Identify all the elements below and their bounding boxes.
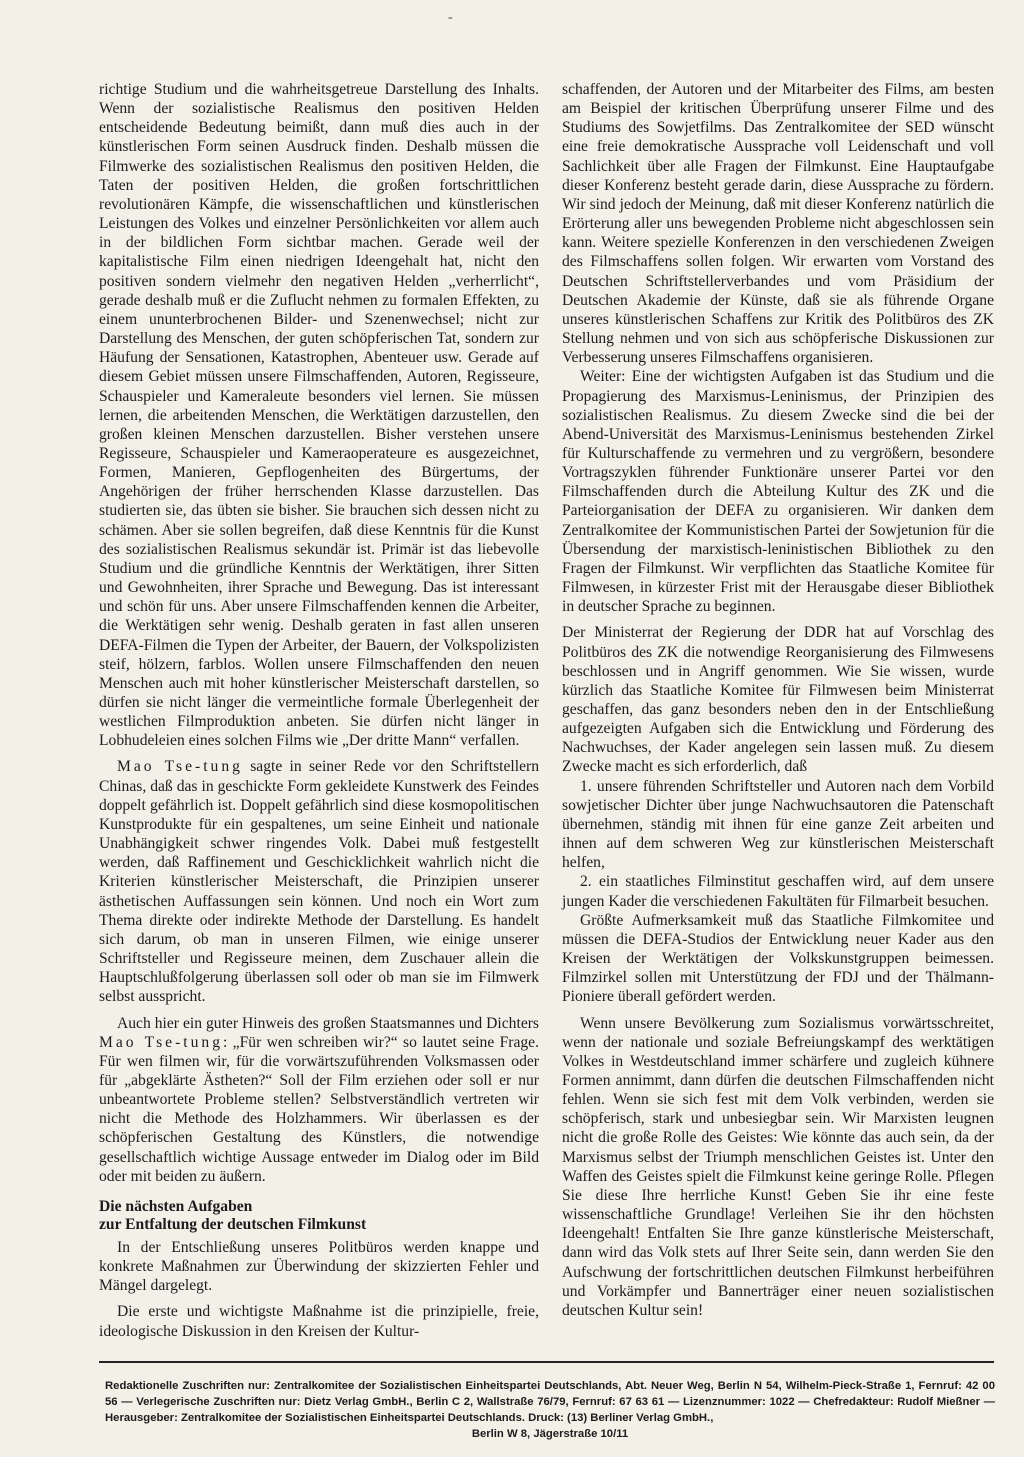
right-paragraph-3: Der Ministerrat der Regierung der DDR hat auf Vorschlag des Politbüros des ZK die notwendige Reorganisierung des Filmwesens beschlossen und in Angriff genommen. Wie Sie wissen, wurde kürzlich das Staatliche Komitee für Filmwesen beim Ministerrat geschaffen, das ganz besonders neben den in der Entschließung aufgezeigten Aufgaben sich die Entwicklung und Förderung des Nachwuchses, der Kader angelegen sein lassen muß. Zu diesem Zwecke macht es sich erforderlich, daß [562,624,994,776]
left-paragraph-4: In der Entschließung unseres Politbüros werden knappe und konkrete Maßnahmen zur Überwindung der skizzierten Fehler und Mängel dargelegt. [99,1238,539,1295]
section-heading-line-1: Die nächsten Aufgaben [99,1197,253,1215]
mao-name: Mao Tse-tung [99,1033,223,1051]
left-paragraph-1: richtige Studium und die wahrheitsgetreue Darstellung des Inhalts. Wenn der sozialistische Realismus den positiven Helden entscheidende Bedeutung beimißt, dann muß dies auch in der künstlerischen Form seinen Ausdruck finden. Deshalb müssen die Filmwerke des sozialistischen Realismus den positiven Helden, die Taten der positiven Helden, die großen fortschrittlichen revolutionären Kämpfe, die wissenschaftlichen und künstlerischen Leistungen des Volkes und einzelner Persönlichkeiten vor allem auch in der bildlichen Form sichtbar machen. Gerade weil der kapitalistische Film einen niedrigen Ideengehalt hat, nicht den positiven sondern vielmehr den negativen Helden „verherrlicht“, gerade deshalb muß er die Zuflucht nehmen zu formalen Effekten, zu einem ununterbrochenen Bilder- und Szenenwechsel; nicht zur Darstellung des Menschen, der guten schöpferischen Tat, sondern zur Häufung der Sensationen, Katastrophen, Abenteuer usw. Gerade auf diesem Gebiet müssen unsere Filmschaffenden, Autoren, Regisseure, Schauspieler und Kameraleute besonders viel lernen. Sie müssen lernen, die arbeitenden Menschen, die Werktätigen darzustellen, den großen kleinen Menschen darzustellen. Bisher verstehen unsere Regisseure, Schauspieler und Kameraoperateure es ausgezeichnet, Formen, Manieren, Gepflogenheiten des Bürgertums, der Angehörigen der früher herrschenden Klasse darzustellen. Das studierten sie, das übten sie bisher. Sie brauchen sich dessen nicht zu schämen. Aber sie sollen begreifen, daß diese Kenntnis für die Kunst des sozialistischen Realismus sekundär ist. Primär ist das liebevolle Studium und die gründliche Kenntnis der Werktätigen, ihrer Sitten und Gewohnheiten, ihrer Sprache und Bewegung. Das ist interessant und schön für uns. Aber unsere Filmschaffenden kennen die Arbeiter, die Werktätigen sehr wenig. Deshalb geraten in fast allen unseren DEFA-Filmen die Typen der Arbeiter, der Bauern, der Volkspolizisten steif, hölzern, farblos. Wollen unsere Filmschaffenden den neuen Menschen auch mit hoher künstlerischer Meisterschaft darstellen, so dürfen sie nicht länger die vermeintliche formale Überlegenheit der westlichen Filmproduktion anbeten. Sie dürfen nicht länger in Lobhudeleien eines solchen Films wie „Der dritte Mann“ verfallen. [99,81,539,750]
left-paragraph-3 [99,1014,539,1186]
imprint-text: Redaktionelle Zuschriften nur: Zentralkomitee der Sozialistischen Einheitspartei Deutschlands, Abt. Neuer Weg, Berlin N 54, Wilhelm-Pieck-Straße 1, Fernruf: 42 00 56 — Verlegerische Zuschriften nur: Dietz Verlag GmbH., Berlin C 2, Wallstraße 76/79, Fernruf: 67 63 61 — Lizenznummer: 1022 — Chefredakteur: Rudolf Mießner — Herausgeber: Zentralkomitee der Sozialistischen Einheitspartei Deutschlands. Druck: (13) Berliner Verlag GmbH., [105,1380,995,1424]
imprint-last-line: Berlin W 8, Jägerstraße 10/11 [471,1428,629,1440]
left-column [99,80,539,1341]
right-paragraph-5: Wenn unsere Bevölkerung zum Sozialismus vorwärtsschreitet, wenn der nationale und soziale Befreiungskampf des werktätigen Volkes in Westdeutschland immer schärfere und zugleich kühnere Formen annimmt, dann dürfen die deutschen Filmschaffenden nicht fehlen. Wenn sie sich fest mit dem Volk verbinden, werden sie schöpferisch, stark und unbesiegbar sein. Wir Marxisten leugnen nicht die große Rolle des Geistes: Wie könnte das auch sein, da der Marxismus selbst der Triumph menschlichen Geistes ist. Unter den Waffen des Geistes spielt die Filmkunst keine geringe Rolle. Pflegen Sie diese Ihre herrliche Kunst! Geben Sie ihr eine feste wissenschaftliche Grundlage! Verleihen Sie ihr den höchsten Ideengehalt! Entfalten Sie Ihre ganze künstlerische Meisterschaft, dann wird das Volk stets auf Ihrer Seite sein, dann werden Sie den Aufschwung der fortschrittlichen deutschen Filmkunst herbeiführen und Vorkämpfer und Bannerträger einer neuen sozialistischen deutschen Kultur sein! [562,1014,994,1319]
mao-name: Mao Tse-tung [117,758,243,776]
left-paragraph-5: Die erste und wichtigste Maßnahme ist die prinzipielle, freie, ideologische Diskussion in den Kreisen der Kultur- [99,1303,539,1340]
footer-rule [99,1361,994,1363]
list-item-2: 2. ein staatliches Filminstitut geschaffen wird, auf dem unsere jungen Kader die verschiedenen Fakultäten für Filmarbeit besuchen. [562,873,994,910]
section-heading-line-2: zur Entfaltung der deutschen Filmkunst [99,1215,367,1233]
imprint [105,1378,995,1442]
page-mark: - [448,10,453,25]
right-paragraph-4: Größte Aufmerksamkeit muß das Staatliche Filmkomitee und müssen die DEFA-Studios der Entwicklung neuer Kader aus den Kreisen der Werktätigen der Volkskunstgruppen beimessen. Filmzirkel sollen mit Unterstützung der FDJ und der Thälmann-Pioniere überall gefördert werden. [562,911,994,1006]
left-paragraph-2 [99,757,539,1006]
right-paragraph-1: schaffenden, der Autoren und der Mitarbeiter des Films, am besten am Beispiel der kritischen Überprüfung unserer Filme und des Studiums des Sowjetfilms. Das Zentralkomitee der SED wünscht eine freie demokratische Aussprache voll Leidenschaft und voll Sachlichkeit über alle Fragen der Filmkunst. Eine Hauptaufgabe dieser Konferenz besteht gerade darin, diese Aussprache zu fördern. Wir sind jedoch der Meinung, daß mit dieser Konferenz natürlich die Erörterung aller uns bewegenden Probleme nicht abgeschlossen sein kann. Weitere spezielle Konferenzen in den verschiedenen Zweigen des Filmschaffens sollen folgen. Wir erwarten vom Vorstand des Deutschen Schriftstellerverbandes und vom Präsidium der Deutschen Akademie der Künste, daß sie als führende Organe unseres künstlerischen Schaffens zur Kritik des Politbüros des ZK Stellung nehmen und von sich aus schöpferische Diskussionen zur Verbesserung unseres Filmschaffens organisieren. [562,81,994,367]
section-heading [99,1198,539,1234]
right-column [562,80,994,1320]
left-paragraph-3-a: Auch hier ein guter Hinweis des großen Staatsmannes und Dichters [117,1014,539,1032]
list-item-1: 1. unsere führenden Schriftsteller und Autoren nach dem Vorbild sowjetischer Dichter über junge Nachwuchsautoren die Patenschaft übernehmen, ständig mit ihnen für eine ganze Zeit arbeiten und ihnen auf dem schweren Weg zur künstlerischen Meisterschaft helfen, [562,777,994,872]
right-paragraph-2: Weiter: Eine der wichtigsten Aufgaben ist das Studium und die Propagierung des Marxismus-Leninismus, der Prinzipien des sozialistischen Realismus. Zu diesem Zwecke sind die bei der Abend-Universität des Marxismus-Leninismus bestehenden Zirkel für Kulturschaffende zu vermehren und zu vergrößern, besondere Vortragszyklen führender Funktionäre unserer Partei vor den Filmschaffenden durch die Abteilung Kultur des ZK und die Parteiorganisation der DEFA zu organisieren. Wir danken dem Zentralkomitee der Kommunistischen Partei der Sowjetunion für die Übersendung der marxistisch-leninistischen Bibliothek zu den Fragen der Filmkunst. Wir verpflichten das Staatliche Komitee für Filmwesen, in kürzester Frist mit der Herausgabe dieser Bibliothek in deutscher Sprache zu beginnen. [562,368,994,616]
left-paragraph-2-text: sagte in seiner Rede vor den Schriftstellern Chinas, daß das in geschickte Form gekleidete Kunstwerk des Feindes doppelt gefährlich ist. Doppelt gefährlich sind diese kosmopolitischen Kunstprodukte für ein gespaltenes, um seine Einheit und nationale Unabhängigkeit schwer ringendes Volk. Dabei muß festgestellt werden, daß Raffinement und Geschicklichkeit wahrlich nicht die Kriterien künstlerischer Meisterschaft, die Prinzipien unserer ästhetischen Auffassungen sein können. Und noch ein Wort zum Thema direkte oder indirekte Methode der Darstellung. Es handelt sich darum, ob man in unseren Filmen, wie einige unserer Schriftsteller und Regisseure meinen, dem Zuschauer allein die Hauptschlußfolgerung überlassen soll oder ob man sie im Filmwerk selbst ausspricht. [99,758,540,1006]
left-paragraph-3-b: : „Für wen schreiben wir?“ so lautet seine Frage. Für wen filmen wir, für die vorwärtszuführenden Volksmassen oder für „abgeklärte Ästheten?“ Soll der Film erziehen oder soll er nur unbeantwortete Probleme stellen? Selbstverständlich vertreten wir nicht die Methode des Holzhammers. Wir überlassen es der schöpferischen Gestaltung des Künstlers, die notwendige gesellschaftlich wichtige Aussage entweder im Dialog oder im Bild oder mit beiden zu äußern. [99,1033,540,1185]
